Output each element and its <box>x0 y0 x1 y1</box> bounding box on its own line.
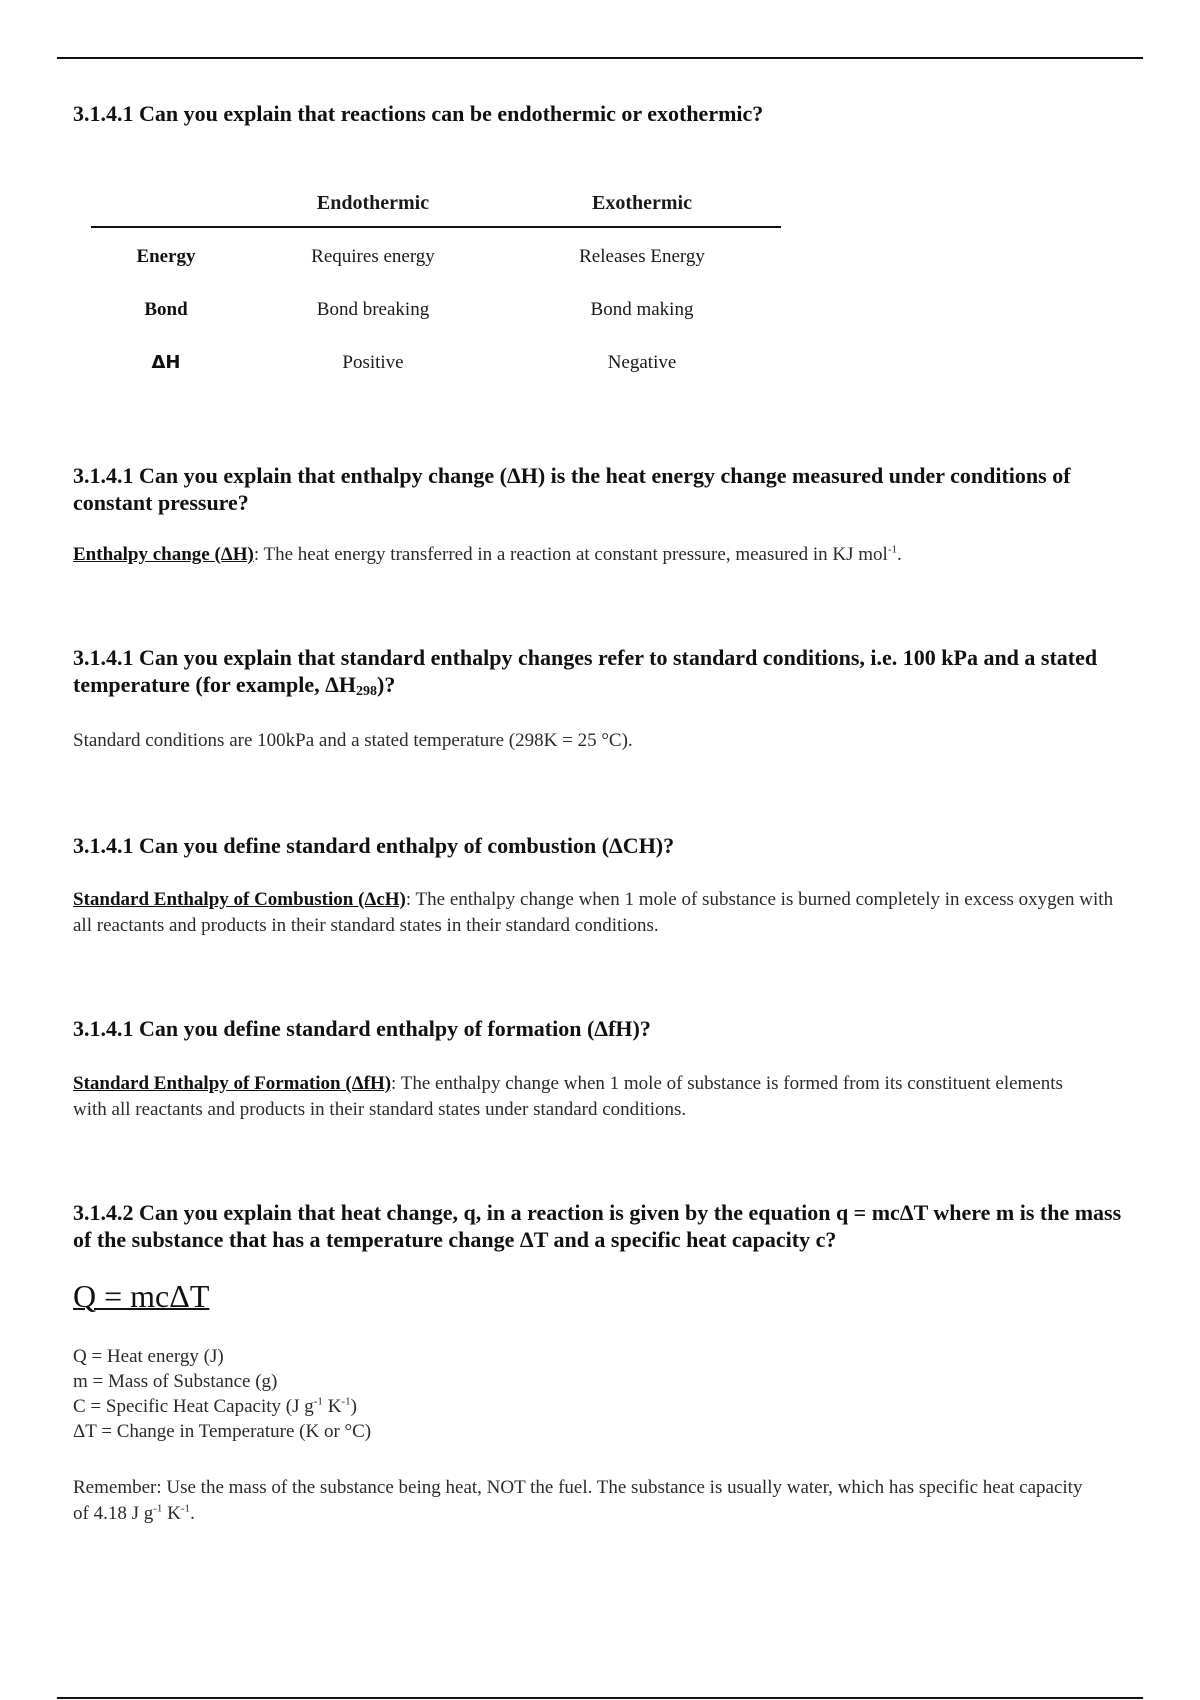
endo-exo-table <box>91 192 781 405</box>
definition-text: : The enthalpy change when 1 mole of substance is burned completely in excess oxygen with all reactants and products in their standard states in their standard conditions. <box>73 889 1114 936</box>
term-formation: Standard Enthalpy of Formation (ΔfH) <box>73 1073 392 1094</box>
var-text: K <box>322 1396 342 1417</box>
section3-text: Standard conditions are 100kPa and a stated temperature (298K = 25 °C). <box>73 730 633 751</box>
section5-definition <box>73 1071 1073 1123</box>
superscript: -1 <box>153 1502 163 1515</box>
section5-heading: 3.1.4.1 Can you define standard enthalpy of formation (ΔfH)? <box>73 1016 651 1041</box>
list-item: Q = Heat energy (J) <box>73 1346 224 1367</box>
term-enthalpy-change: Enthalpy change (ΔH) <box>73 544 254 565</box>
section6-heading: 3.1.4.2 Can you explain that heat change, q, in a reaction is given by the equation q = mcΔT where m is the mass of the substance that has a temperature change ΔT and a specific heat capacity c? <box>73 1200 1122 1252</box>
bottom-rule <box>57 1697 1143 1699</box>
cell-endo: Positive <box>342 352 404 373</box>
row-label: Bond <box>144 299 188 320</box>
heading-text: 3.1.4.1 Can you explain that standard enthalpy changes refer to standard conditions, i.e. 100 kPa and a stated temperature (for example, ΔH <box>73 645 1098 697</box>
cell-endo: Requires energy <box>311 246 435 267</box>
section3-heading <box>73 644 1133 705</box>
heading-end: )? <box>377 672 396 697</box>
period: . <box>897 544 902 565</box>
equation: Q = mcΔT <box>73 1278 210 1314</box>
note-text: K <box>162 1503 181 1524</box>
cell-exo: Bond making <box>590 299 694 320</box>
section1-heading: 3.1.4.1 Can you explain that reactions can be endothermic or exothermic? <box>73 101 764 126</box>
row-label: ΔH <box>151 352 181 373</box>
var-text: ) <box>350 1396 357 1417</box>
note-text: Remember: Use the mass of the substance being heat, NOT the fuel. The substance is usually water, which has specific heat capacity of 4.18 J g <box>73 1477 1083 1524</box>
col-exothermic: Exothermic <box>592 192 692 214</box>
section4-heading: 3.1.4.1 Can you define standard enthalpy of combustion (ΔCH)? <box>73 833 675 858</box>
cell-exo: Negative <box>607 352 677 373</box>
table-row <box>91 352 781 405</box>
section2-definition <box>73 542 1133 568</box>
cell-exo: Releases Energy <box>579 246 705 267</box>
table-row <box>91 299 781 352</box>
top-rule <box>57 57 1143 59</box>
definition-text: : The enthalpy change when 1 mole of substance is formed from its constituent elements with all reactants and products in their standard states under standard conditions. <box>73 1073 1063 1120</box>
row-label: Energy <box>136 246 196 267</box>
list-item <box>73 1394 773 1419</box>
section2-heading: 3.1.4.1 Can you explain that enthalpy change (ΔH) is the heat energy change measured under conditions of constant pressure? <box>73 463 1071 515</box>
table-header <box>91 192 781 228</box>
table-row <box>91 228 781 299</box>
definition-text: : The heat energy transferred in a reaction at constant pressure, measured in KJ mol <box>253 544 888 565</box>
variable-list <box>73 1344 773 1444</box>
section4-definition <box>73 887 1133 939</box>
remember-note <box>73 1475 1083 1527</box>
list-item: ΔT = Change in Temperature (K or °C) <box>73 1421 372 1442</box>
note-text: . <box>190 1503 195 1524</box>
list-item: m = Mass of Substance (g) <box>73 1371 278 1392</box>
subscript-298: 298 <box>356 684 378 699</box>
unit-superscript: -1 <box>887 543 897 556</box>
superscript: -1 <box>313 1395 323 1408</box>
var-text: C = Specific Heat Capacity (J g <box>73 1396 314 1417</box>
superscript: -1 <box>180 1502 191 1515</box>
col-endothermic: Endothermic <box>316 192 430 214</box>
term-combustion: Standard Enthalpy of Combustion (ΔcH) <box>73 889 406 910</box>
cell-endo: Bond breaking <box>316 299 430 320</box>
superscript: -1 <box>341 1395 351 1408</box>
